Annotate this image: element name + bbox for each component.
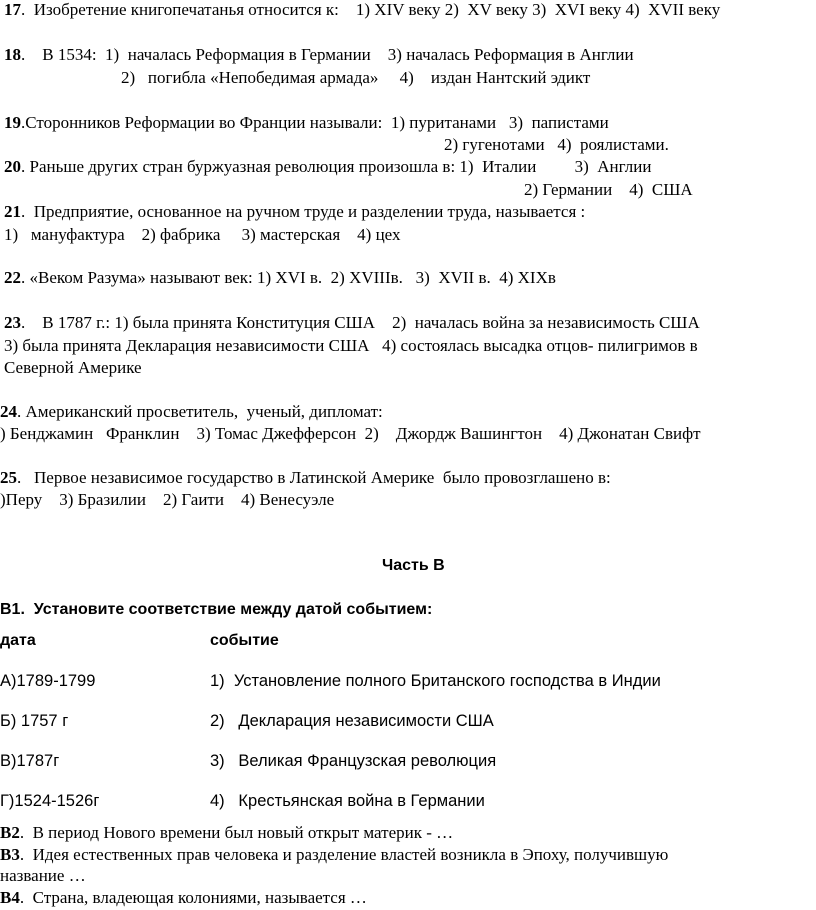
question-18-line-2: 2) погибла «Непобедимая армада» 4) издан Нантский эдикт [121,68,591,87]
question-24-line-1 [0,402,383,422]
question-23-line-2: 3) была принята Декларация независимости США 4) состоялась высадка отцов- пилигримов в [4,336,698,355]
b1-title: В1. Установите соответствие между датой событием: [0,601,433,618]
question-23-line-3: Северной Америке [4,358,142,377]
question-text: . «Веком Разума» называют век: 1) XVI в. 2) XVIIIв. 3) XVII в. 4) XIXв [21,268,556,287]
question-21-line-1 [4,202,585,222]
question-23-line-1 [4,313,700,333]
part-b-title: Часть В [382,557,445,574]
question-25-line-2: )Перу 3) Бразилии 2) Гаити 4) Венесуэле [0,490,335,509]
table-row-date: А)1789-1799 [0,672,96,690]
question-text: . Страна, владеющая колониями, называется … [19,888,367,907]
question-number: 22 [4,268,21,287]
question-text: . В 1534: 1) началась Реформация в Германии 3) началась Реформация в Англии [21,45,634,64]
question-number: В3 [0,845,20,864]
column-header-date: дата [0,632,36,649]
question-b2 [0,823,453,843]
question-number: 25 [0,468,17,487]
question-number: 18 [4,45,21,64]
question-b3-line-1 [0,845,668,865]
column-header-event: событие [210,632,279,649]
table-row-event: 2) Декларация независимости США [210,712,494,730]
table-row-date: В)1787г [0,752,60,770]
question-20-line-1 [4,157,651,177]
table-row-date: Б) 1757 г [0,712,69,730]
question-text: . Раньше других стран буржуазная революция произошла в: 1) Италии 3) Англии [21,157,652,176]
question-22 [4,268,556,288]
question-number: 21 [4,202,21,221]
question-25-line-1 [0,468,611,488]
question-text: . Американский просветитель, ученый, дипломат: [17,402,383,421]
question-17 [4,0,720,20]
question-18-line-1 [4,45,634,65]
question-number: 17 [4,0,21,19]
question-b3-line-2: название … [0,866,86,885]
table-row-event: 1) Установление полного Британского господства в Индии [210,672,661,690]
question-19-line-1 [4,113,609,133]
question-24-line-2: ) Бенджамин Франклин 3) Томас Джефферсон 2) Джордж Вашингтон 4) Джонатан Свифт [0,424,701,443]
table-row-date: Г)1524-1526г [0,792,100,810]
question-21-line-2: 1) мануфактура 2) фабрика 3) мастерская 4) цех [4,225,401,244]
question-text: . В 1787 г.: 1) была принята Конституция США 2) началась война за независимость США [21,313,700,332]
question-19-line-2: 2) гугенотами 4) роялистами. [444,135,669,154]
question-text: . Предприятие, основанное на ручном труде и разделении труда, называется : [21,202,586,221]
question-text: . Идея естественных прав человека и разделение властей возникла в Эпоху, получившую [19,845,669,864]
question-text: . Изобретение книгопечатанья относится к: 1) XIV веку 2) XV веку 3) XVI веку 4) XVII веку [21,0,721,19]
question-number: 20 [4,157,21,176]
question-number: 19 [4,113,21,132]
question-number: В4 [0,888,20,907]
question-text: . В период Нового времени был новый открыт материк - … [19,823,454,842]
question-b4 [0,888,367,908]
table-row-event: 4) Крестьянская война в Германии [210,792,485,810]
question-number: 23 [4,313,21,332]
question-20-line-2: 2) Германии 4) США [524,180,693,199]
question-text: . Первое независимое государство в Латинской Америке было провозглашено в: [17,468,611,487]
table-row-event: 3) Великая Французская революция [210,752,497,770]
question-number: В2 [0,823,20,842]
question-text: .Сторонников Реформации во Франции называли: 1) пуританами 3) папистами [21,113,609,132]
question-number: 24 [0,402,17,421]
